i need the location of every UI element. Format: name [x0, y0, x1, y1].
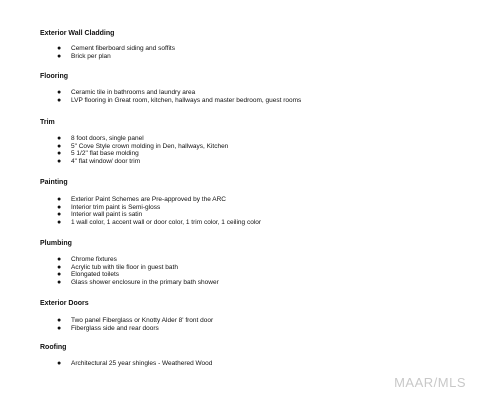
list-item: ● Two panel Fiberglass or Knotty Alder 8' front door: [57, 317, 214, 324]
list-item: ● Ceramic tile in bathrooms and laundry area: [57, 89, 196, 96]
list-item: ● 5 1/2" flat base molding: [57, 150, 139, 157]
bullet-icon: ●: [57, 324, 62, 332]
list-item: ● Exterior Paint Schemes are Pre-approved by the ARC: [57, 196, 226, 203]
list-item: ● 5" Cove Style crown molding in Den, hallways, Kitchen: [57, 142, 229, 150]
list-item: ● Acrylic tub with tile floor in guest bath: [57, 263, 178, 271]
bullet-icon: ●: [57, 203, 62, 211]
list-item: ● Chrome fixtures: [57, 256, 117, 263]
bullet-icon: ●: [57, 196, 62, 203]
section-title: Plumbing: [40, 240, 72, 247]
section-title: Exterior Doors: [40, 300, 89, 307]
list-item: ● 1 wall color, 1 accent wall or door color, 1 trim color, 1 ceiling color: [57, 218, 262, 226]
section-title: Exterior Wall Cladding: [40, 30, 115, 37]
bullet-icon: ●: [57, 271, 62, 278]
bullet-icon: ●: [57, 360, 62, 367]
list-item: ● Elongated toilets: [57, 271, 120, 278]
list-item: ● Glass shower enclosure in the primary bath shower: [57, 278, 219, 286]
section-plumbing: [40, 239, 470, 286]
section-roofing: [40, 343, 470, 368]
list-item: ● Fiberglass side and rear doors: [57, 324, 159, 332]
bullet-icon: ●: [57, 52, 62, 60]
bullet-icon: ●: [57, 317, 62, 324]
bullet-icon: ●: [57, 142, 62, 150]
bullet-icon: ●: [57, 135, 62, 142]
list-item: ● LVP flooring in Great room, kitchen, hallways and master bedroom, guest rooms: [57, 96, 302, 104]
list-item: ● Interior trim paint is Semi-gloss: [57, 203, 161, 211]
item-list: [40, 317, 470, 332]
section-trim: [40, 118, 470, 165]
bullet-icon: ●: [57, 211, 62, 218]
bullet-icon: ●: [57, 157, 62, 165]
bullet-icon: ●: [57, 89, 62, 96]
list-item: ● 8 foot doors, single panel: [57, 135, 144, 142]
bullet-icon: ●: [57, 218, 62, 226]
list-item: ● 4" flat window/ door trim: [57, 157, 141, 165]
item-list: [40, 256, 470, 286]
bullet-icon: ●: [57, 150, 62, 157]
section-exterior-wall-cladding: [40, 29, 175, 60]
section-painting: [40, 178, 470, 226]
section-flooring: [40, 72, 470, 104]
section-title: Trim: [40, 119, 55, 126]
item-list: [40, 135, 470, 165]
section-exterior-doors: [40, 299, 470, 332]
item-list: [40, 45, 175, 60]
item-list: [40, 360, 470, 368]
bullet-icon: ●: [57, 278, 62, 286]
item-list: [40, 89, 470, 104]
bullet-icon: ●: [57, 96, 62, 104]
section-title: Roofing: [40, 344, 67, 351]
list-item: ● Brick per plan: [57, 52, 111, 60]
bullet-icon: ●: [57, 45, 62, 52]
section-title: Flooring: [40, 73, 68, 80]
item-list: [40, 196, 470, 226]
section-title: Painting: [40, 179, 68, 186]
bullet-icon: ●: [57, 256, 62, 263]
list-item: ● Cement fiberboard siding and soffits: [57, 45, 175, 52]
watermark: MAAR/MLS: [394, 375, 466, 390]
bullet-icon: ●: [57, 263, 62, 271]
list-item: ● Architectural 25 year shingles - Weathered Wood: [57, 360, 213, 367]
list-item: ● Interior wall paint is satin: [57, 211, 143, 218]
